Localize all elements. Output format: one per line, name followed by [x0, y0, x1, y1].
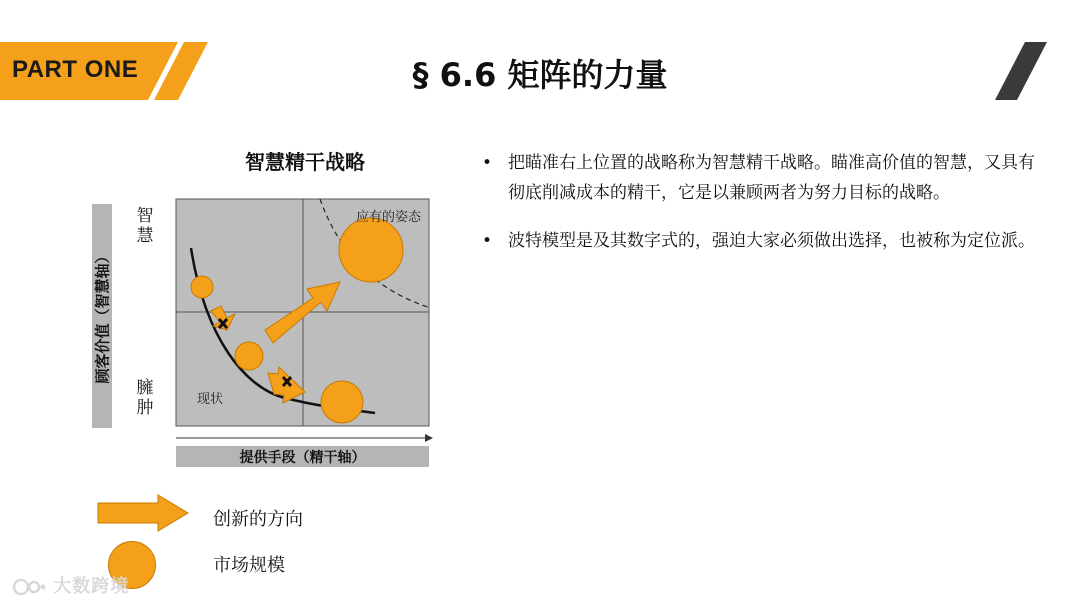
- bullet-text: 波特模型是及其数字式的，强迫大家必须做出选择，也被称为定位派。: [508, 231, 1035, 251]
- y-axis-label: 顾客价值（智慧轴）: [93, 248, 112, 384]
- market-circle: [339, 218, 403, 282]
- bullet-item: [478, 226, 1038, 256]
- market-circle: [235, 342, 263, 370]
- x-axis-arrowhead: [425, 434, 433, 442]
- corner-slash-decoration: [995, 42, 1047, 100]
- watermark: [12, 572, 129, 598]
- watermark-logo-icon: [12, 576, 46, 598]
- part-label: PART ONE: [12, 56, 139, 83]
- legend-circle-label: 市场规模: [213, 555, 285, 576]
- watermark-text: 大数跨境: [53, 576, 130, 597]
- page-title: § 6.6 矩阵的力量: [412, 56, 668, 94]
- orange-arrow-icon: [96, 493, 192, 533]
- bullet-item: [478, 148, 1038, 208]
- bullet-dot-icon: •: [482, 153, 493, 173]
- market-circle: [321, 381, 363, 423]
- market-circle: [191, 276, 213, 298]
- x-axis-label: 提供手段（精干轴）: [176, 446, 429, 467]
- quadrant-label-bottom-left: 现状: [197, 392, 224, 407]
- diagram-title: 智慧精干战略: [245, 150, 365, 174]
- quadrant-label-top-right: 应有的姿态: [356, 210, 422, 225]
- bullet-list: [478, 148, 1038, 274]
- strategy-matrix: [175, 198, 437, 444]
- y-label-top: 智慧: [136, 206, 154, 246]
- y-label-bottom: 臃肿: [136, 378, 154, 418]
- bullet-dot-icon: •: [482, 231, 493, 251]
- bullet-text: 把瞄准右上位置的战略称为智慧精干战略。瞄准高价值的智慧，又具有彻底削减成本的精干，它是以兼顾两者为努力目标的战略。: [508, 153, 1035, 203]
- legend-arrow-label: 创新的方向: [213, 509, 303, 530]
